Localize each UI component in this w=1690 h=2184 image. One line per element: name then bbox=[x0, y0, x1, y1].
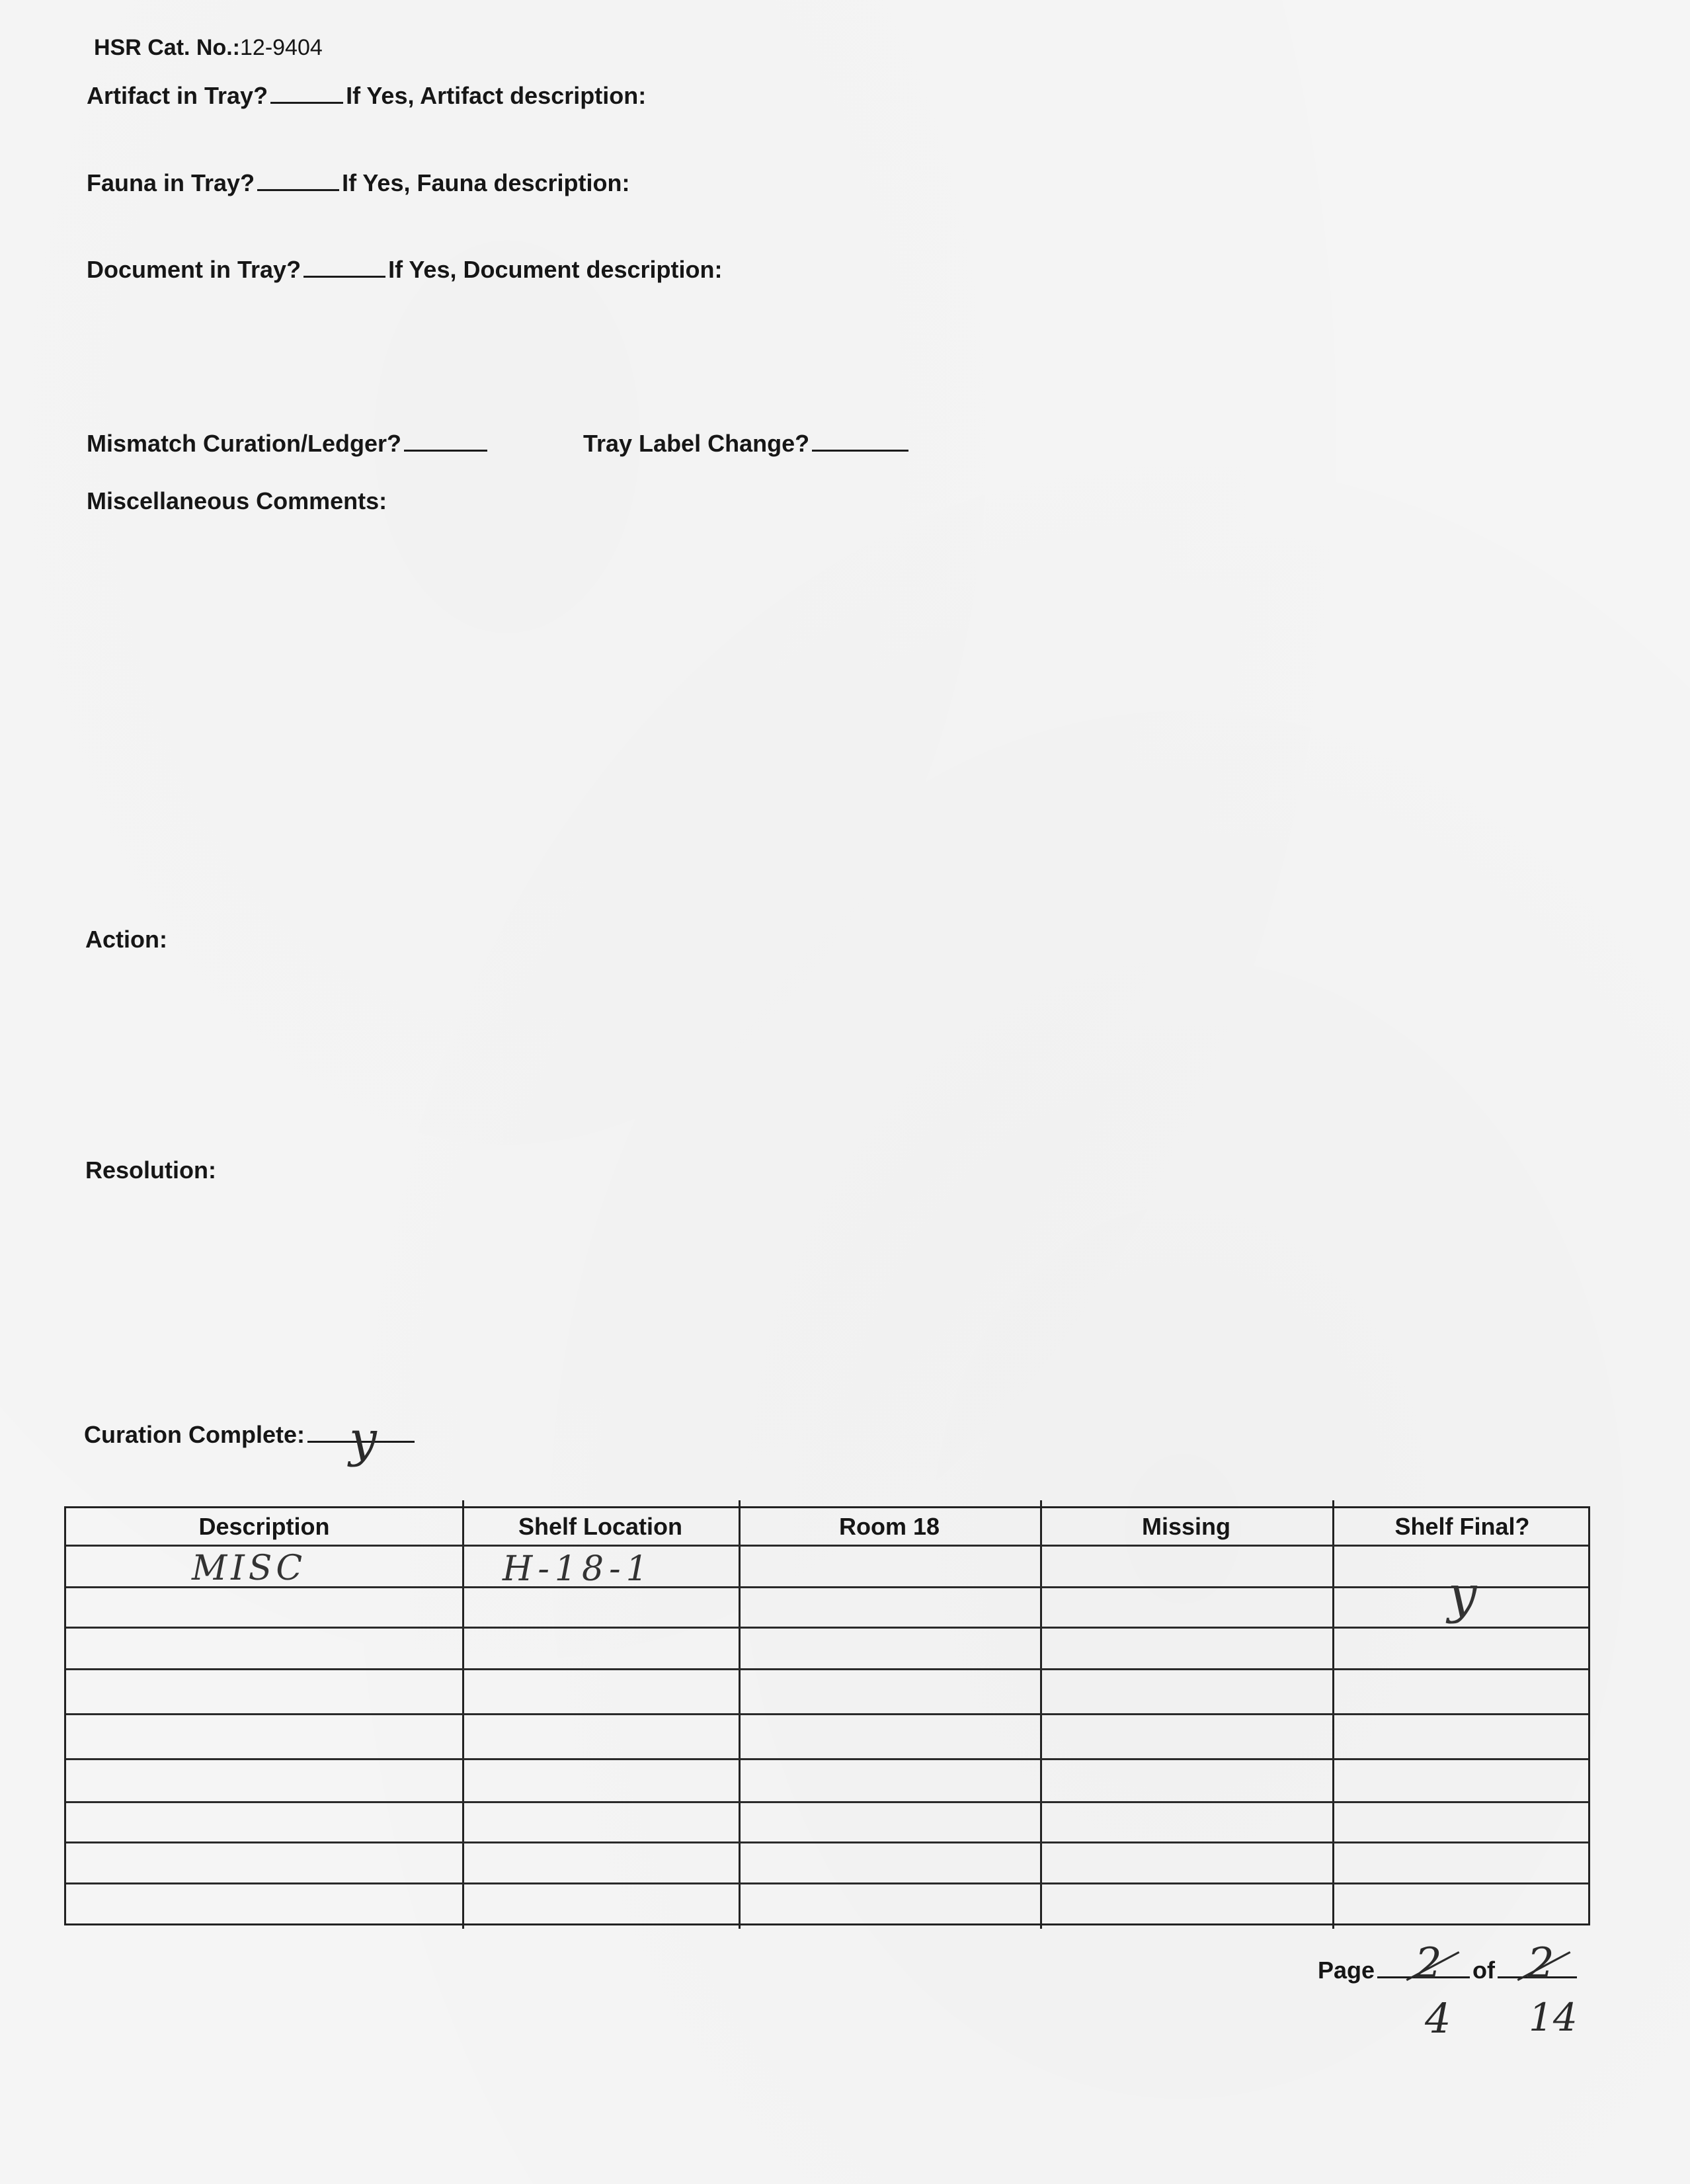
artifact-row bbox=[87, 84, 646, 108]
header-shelf-final: Shelf Final? bbox=[1394, 1513, 1530, 1540]
page-total-handwritten: 14 bbox=[1529, 1995, 1578, 2040]
cell-description-row1: MISC bbox=[192, 1549, 307, 1588]
resolution-label: Resolution: bbox=[85, 1156, 216, 1184]
hsr-cat-no-label: HSR Cat. No.: bbox=[94, 35, 240, 60]
document-row bbox=[87, 258, 723, 282]
row-divider bbox=[66, 1758, 1588, 1760]
header-missing: Missing bbox=[1141, 1513, 1230, 1540]
tray-label-row bbox=[583, 432, 911, 456]
misc-comments-label: Miscellaneous Comments: bbox=[87, 487, 387, 514]
document-answer-line[interactable] bbox=[303, 274, 385, 278]
row-divider bbox=[66, 1801, 1588, 1803]
curation-complete-handwritten: y bbox=[349, 1411, 377, 1468]
fauna-question: Fauna in Tray? bbox=[87, 169, 255, 196]
fauna-row bbox=[87, 171, 630, 195]
total-struck-number: 2 bbox=[1527, 1939, 1554, 1988]
artifact-description-label: If Yes, Artifact description: bbox=[346, 82, 647, 109]
mismatch-row bbox=[87, 432, 490, 456]
artifact-question: Artifact in Tray? bbox=[87, 82, 268, 109]
action-label: Action: bbox=[85, 926, 167, 953]
tray-label-question: Tray Label Change? bbox=[583, 430, 810, 457]
mismatch-question: Mismatch Curation/Ledger? bbox=[87, 430, 402, 457]
row-divider bbox=[66, 1668, 1588, 1670]
page-struck-number: 2 bbox=[1415, 1939, 1442, 1988]
fauna-description-label: If Yes, Fauna description: bbox=[342, 169, 630, 196]
cell-shelf-location-row1: H-18-1 bbox=[503, 1549, 653, 1589]
row-divider bbox=[66, 1713, 1588, 1715]
header-description: Description bbox=[198, 1513, 330, 1540]
hsr-cat-no-value: 12-9404 bbox=[240, 35, 323, 60]
row-divider bbox=[66, 1882, 1588, 1884]
page-number-handwritten: 4 bbox=[1425, 1994, 1451, 2042]
fauna-answer-line[interactable] bbox=[257, 188, 339, 191]
artifact-answer-line[interactable] bbox=[270, 101, 343, 104]
header-room-18: Room 18 bbox=[838, 1513, 940, 1540]
row-divider bbox=[66, 1841, 1588, 1843]
tray-label-answer-line[interactable] bbox=[812, 448, 908, 452]
inventory-table bbox=[64, 1506, 1590, 1925]
mismatch-answer-line[interactable] bbox=[404, 448, 487, 452]
cell-shelf-final-row2: y bbox=[1447, 1565, 1477, 1625]
header-shelf-location: Shelf Location bbox=[518, 1513, 682, 1540]
row-divider bbox=[66, 1545, 1588, 1547]
document-description-label: If Yes, Document description: bbox=[388, 256, 723, 283]
row-divider bbox=[66, 1627, 1588, 1629]
page-label: Page bbox=[1318, 1957, 1375, 1984]
of-label: of bbox=[1472, 1957, 1496, 1984]
hsr-cat-no bbox=[94, 36, 323, 59]
document-question: Document in Tray? bbox=[87, 256, 302, 283]
curation-complete-label: Curation Complete: bbox=[84, 1421, 305, 1448]
